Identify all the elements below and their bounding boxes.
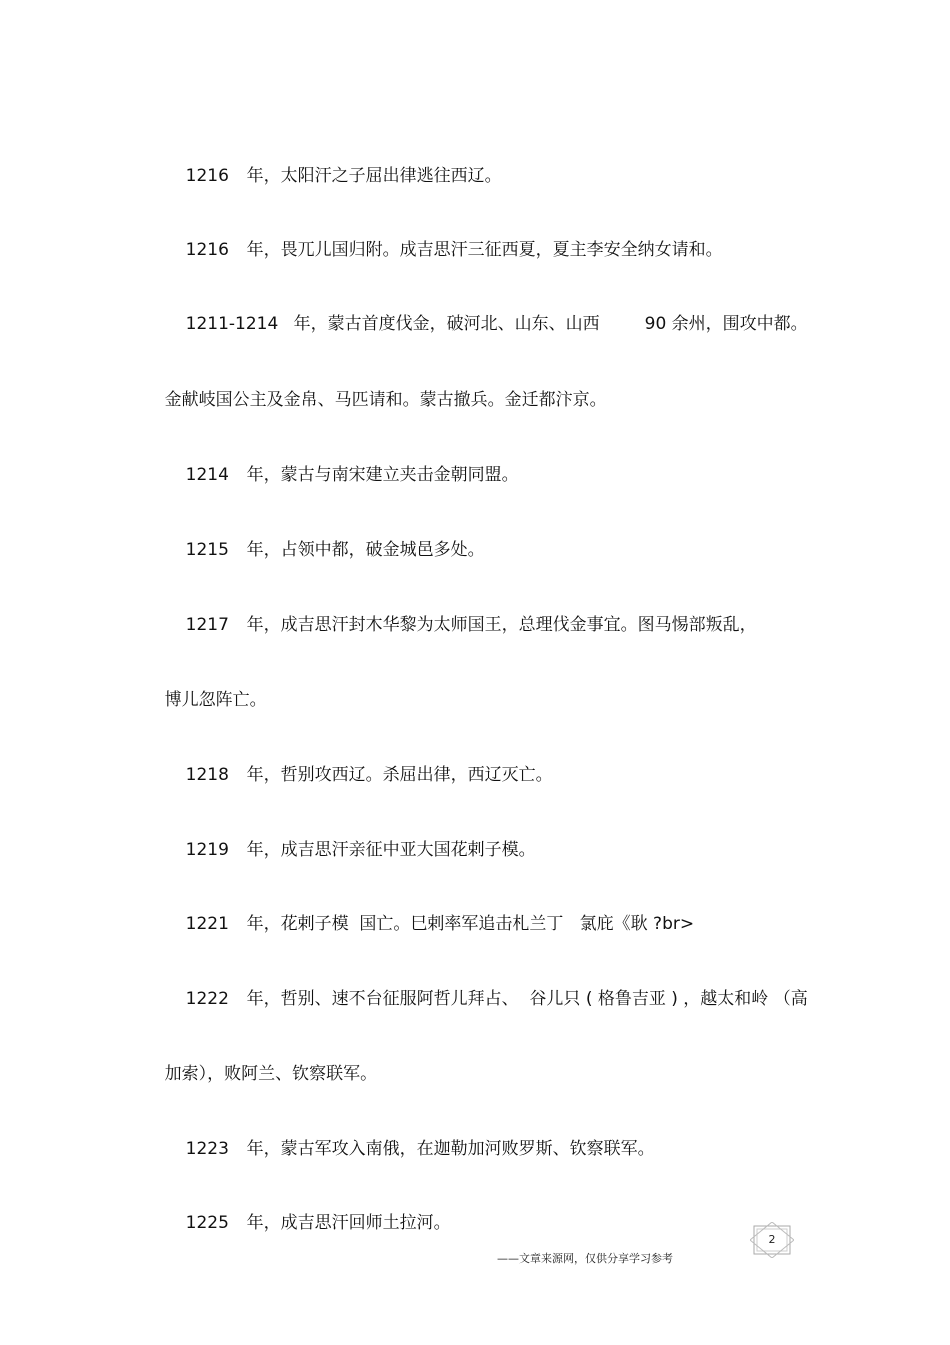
year: 1211-1214 — [185, 314, 279, 334]
year: 1222 — [185, 989, 229, 1009]
line-text: 年，哲别攻西辽。杀屈出律，西辽灭亡。 — [246, 765, 553, 785]
year: 1218 — [185, 765, 229, 785]
line-text: 年，蒙古首度伐金，破河北、山东、山西 — [293, 314, 600, 334]
line-text: 年，花剌子模 国亡。巳剌率军追击札兰丁 氯庇《耿 ?br> — [246, 914, 695, 934]
text-line — [164, 445, 519, 505]
line-text: 年，蒙古与南宋建立夹击金朝同盟。 — [246, 465, 519, 485]
year: 1214 — [185, 465, 229, 485]
year: 1223 — [185, 1139, 229, 1159]
year: 1215 — [185, 540, 229, 560]
line-text: 年，太阳汗之子屈出律逃往西辽。 — [246, 166, 502, 186]
line-text-extra: 90 余州，围攻中都。 — [644, 314, 808, 334]
line-text: 加索），败阿兰、钦察联军。 — [164, 1064, 378, 1084]
line-text: 年，哲别、速不台征服阿哲儿拜占、 谷儿只 ( 格鲁吉亚 ) ，越太和岭 （高 — [246, 989, 808, 1009]
line-text: 年，畏兀儿国归附。成吉思汗三征西夏，夏主李安全纳女请和。 — [246, 240, 723, 260]
year: 1221 — [185, 914, 229, 934]
year: 1216 — [185, 166, 229, 186]
source-note: ——文章来源网，仅供分享学习参考 — [497, 1252, 673, 1265]
page-number: 2 — [768, 1233, 776, 1246]
text-line — [164, 294, 808, 354]
year: 1217 — [185, 615, 229, 635]
line-text: 年，蒙古军攻入南俄，在迦勒加河败罗斯、钦察联军。 — [246, 1139, 655, 1159]
text-line — [143, 670, 267, 730]
line-text: 博儿忽阵亡。 — [164, 690, 267, 710]
line-text: 金献岐国公主及金帛、马匹请和。蒙古撤兵。金迁都汴京。 — [164, 390, 607, 410]
text-line — [164, 745, 553, 805]
text-line — [143, 370, 607, 430]
text-line — [164, 894, 694, 954]
text-line — [164, 595, 757, 655]
text-line — [164, 220, 723, 280]
text-line — [143, 1044, 377, 1104]
year: 1225 — [185, 1213, 229, 1233]
text-line — [164, 969, 808, 1029]
page-number-badge — [750, 1222, 794, 1258]
line-text: 年，成吉思汗亲征中亚大国花剌子模。 — [246, 840, 536, 860]
year: 1219 — [185, 840, 229, 860]
line-text: 年，占领中都，破金城邑多处。 — [246, 540, 485, 560]
year: 1216 — [185, 240, 229, 260]
text-line — [164, 1119, 655, 1179]
text-line — [164, 820, 536, 880]
text-line — [164, 1193, 451, 1253]
line-text: 年，成吉思汗回师土拉河。 — [246, 1213, 451, 1233]
line-text: 年，成吉思汗封木华黎为太师国王，总理伐金事宜。图马惕部叛乱， — [246, 615, 757, 635]
text-line — [164, 520, 485, 580]
text-line — [164, 146, 502, 206]
